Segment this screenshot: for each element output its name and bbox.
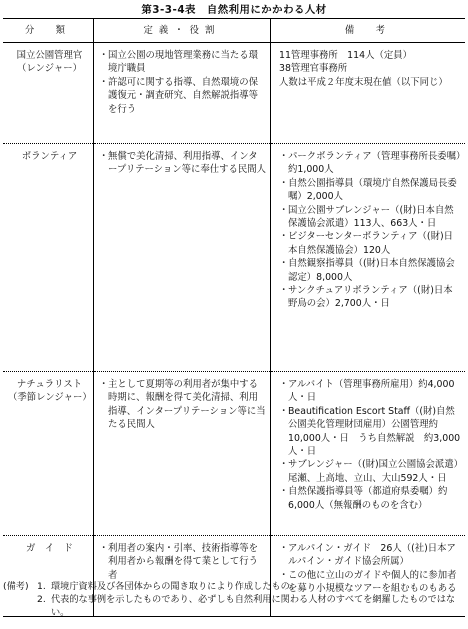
list-item: ・ パークボランティア（管理事務所長委嘱）約1,000人 <box>279 151 461 176</box>
footnote-text: 環境庁資料及び各団体からの聞き取りにより作成したもの。 <box>51 581 299 592</box>
list-item: ・ 利用者の案内・引率、技術指導等を利用者から報酬を得て業として行う者 <box>99 543 259 581</box>
table-row <box>3 144 465 372</box>
header-category: 分 類 <box>3 19 94 43</box>
notes-label: (備考) <box>3 581 29 592</box>
list-item: ・ 国立公園サブレンジャー（(財)日本自然保護協会派遣）113人、663人・日 <box>279 204 454 230</box>
definition-cell <box>94 144 271 372</box>
list-item: ・ 許認可に関する指導、自然環境の保護復元・調査研究、自然解説指導等を行う <box>99 76 259 115</box>
table-header-row <box>3 19 465 43</box>
list-item: ・ 自然公園指導員（環境庁自然保護局長委嘱）2,000人 <box>279 177 457 203</box>
list-item: ・ サンクチュアリボランティア（(財)日本野鳥の会）2,700人・日 <box>279 285 453 310</box>
definition-cell <box>94 43 271 144</box>
list-item: ・ 自然観察指導員（(財)日本自然保護協会認定）8,000人 <box>279 258 455 283</box>
definition-cell <box>94 372 271 536</box>
category-cell: ガ イ ド <box>26 543 73 554</box>
human-resources-table <box>3 18 465 617</box>
header-remarks: 備 考 <box>271 19 466 43</box>
category-cell: ナチュラリスト （季節レンジャー） <box>8 379 92 404</box>
table-title: 第3-3-4表 自然利用にかかわる人材 <box>141 4 327 16</box>
footnote <box>3 593 465 619</box>
remarks-cell <box>271 372 466 536</box>
footnote-text: 代表的な事例を示したものであり、必ずしも自然利用に関わる人材のすべてを網羅したものではない。 <box>51 594 456 618</box>
remarks-cell: 11管理事務所 114人（定員） 38管理官事務所 人数は平成２年度末現在値（以下同じ） <box>271 43 466 144</box>
list-item: ・ 主として夏期等の利用者が集中する時期に、報酬を得て美化清掃、利用指導、インタープリテーション等に当たる民間人 <box>99 379 266 431</box>
footnotes <box>3 580 465 619</box>
list-item: ・ 国立公園の現地管理業務に当たる環境庁職員 <box>99 50 259 75</box>
list-item: ・ 自然保護指導員等（都道府県委嘱）約6,000人（無報酬のものを含む） <box>279 486 448 511</box>
footnote <box>3 580 465 593</box>
list-item: ・ ビジターセンターボランティア（(財)日本自然保護協会）120人 <box>279 231 454 256</box>
header-definition: 定義・役割 <box>94 19 271 43</box>
footnote-number: 2. <box>37 594 46 605</box>
footnote-number: 1. <box>37 581 46 592</box>
remarks-cell <box>271 144 466 372</box>
list-item: ・ Beautification Escort Staff（(財)自然公園美化管理財団雇用）公園管理約10,000人・日 うち自然解説 約3,000人・日 <box>279 405 461 458</box>
list-item: ・ この他に立山のガイドや個人的に参加者を募り小規模なツアーを組むものもある <box>279 569 457 595</box>
table-row <box>3 43 465 144</box>
category-cell: ボランティア <box>21 151 78 162</box>
list-item: ・ アルバイト（管理事務所雇用）約4,000人・日 <box>279 379 455 404</box>
list-item: ・ アルパイン・ガイド 26人（(社)日本アルパイン・ガイド協会所属） <box>279 543 456 568</box>
table-row <box>3 372 465 536</box>
list-item: ・ 無償で美化清掃、利用指導、インタープリテーション等に奉仕する民間人 <box>99 151 266 176</box>
category-cell: 国立公園管理官 （レンジャー） <box>16 50 83 75</box>
list-item: ・ サブレンジャー（(財)国立公園協会派遣）尾瀬、上高地、立山、大山592人・日 <box>279 459 459 484</box>
